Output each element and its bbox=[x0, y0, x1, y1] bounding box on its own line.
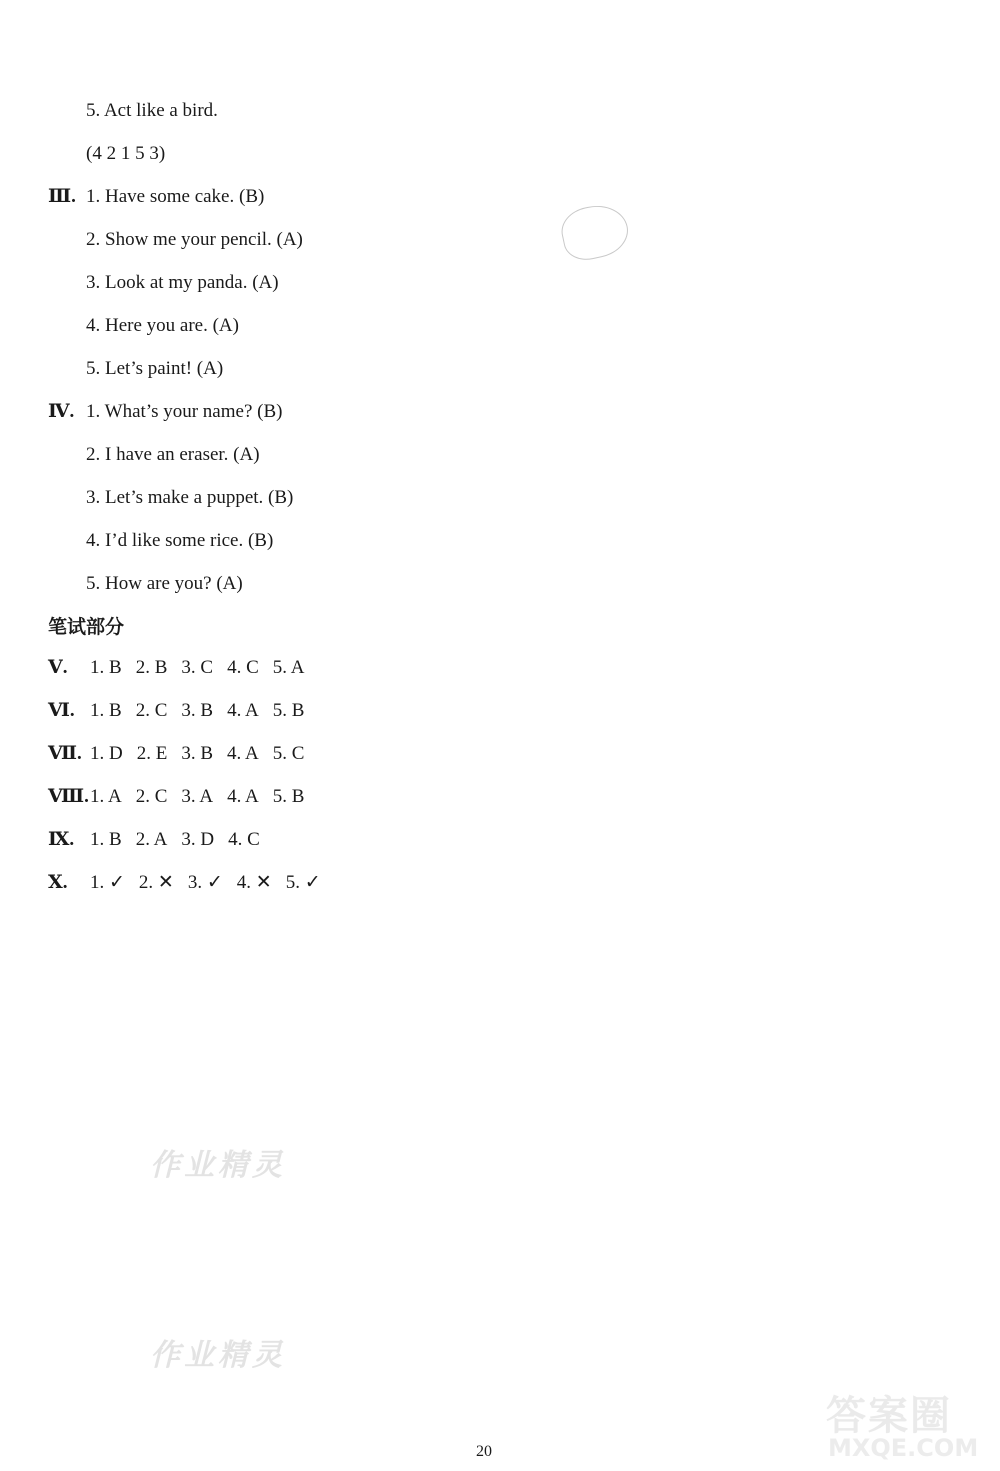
answer-items bbox=[90, 739, 318, 769]
answer-items bbox=[90, 653, 318, 683]
answer-text: 4. Here you are. (A) bbox=[86, 315, 239, 336]
answer-item: 5. C bbox=[272, 743, 305, 764]
answer-item: 1. A bbox=[90, 786, 122, 807]
answer-text: 5. How are you? (A) bbox=[86, 573, 243, 594]
site-logo-url: MXQE.COM bbox=[828, 1434, 979, 1462]
answer-item: 2. A bbox=[135, 829, 168, 850]
answer-items bbox=[90, 696, 318, 726]
answer-item: 3. C bbox=[181, 657, 214, 678]
site-logo-text: 答案圈 bbox=[826, 1393, 952, 1439]
section-numeral: Ⅴ. bbox=[48, 657, 68, 678]
answer-text: 3. Look at my panda. (A) bbox=[86, 272, 279, 293]
answer-item: 4. ✕ bbox=[236, 872, 272, 893]
answer-item: 2. ✕ bbox=[138, 872, 174, 893]
answer-item: 2. C bbox=[135, 700, 168, 721]
answer-text: (4 2 1 5 3) bbox=[86, 143, 166, 164]
section-numeral: Ⅹ. bbox=[48, 872, 68, 893]
answer-items bbox=[90, 782, 318, 812]
answer-item: 5. A bbox=[272, 657, 305, 678]
answer-text: 3. Let’s make a puppet. (B) bbox=[86, 487, 294, 508]
answer-item: 2. E bbox=[136, 743, 168, 764]
answer-item: 3. D bbox=[181, 829, 215, 850]
answer-items bbox=[90, 825, 274, 855]
answer-item: 2. B bbox=[135, 657, 168, 678]
answer-item: 3. ✓ bbox=[187, 872, 223, 893]
answer-text: 4. I’d like some rice. (B) bbox=[86, 530, 274, 551]
section-numeral: Ⅸ. bbox=[48, 829, 75, 850]
answer-text: 5. Let’s paint! (A) bbox=[86, 358, 224, 379]
section-numeral: Ⅲ. bbox=[48, 186, 76, 207]
answer-item: 4. A bbox=[227, 743, 259, 764]
answer-item: 1. D bbox=[90, 743, 123, 764]
answer-text: 2. I have an eraser. (A) bbox=[86, 444, 260, 465]
section-numeral: Ⅳ. bbox=[48, 401, 75, 422]
answer-item: 1. B bbox=[90, 829, 122, 850]
page-number: 20 bbox=[476, 1443, 492, 1460]
answer-text: 1. What’s your name? (B) bbox=[86, 401, 283, 422]
answer-item: 4. A bbox=[227, 700, 259, 721]
site-logo bbox=[826, 1384, 996, 1468]
answer-items bbox=[90, 868, 335, 898]
answer-item: 2. C bbox=[135, 786, 168, 807]
answer-text: 1. Have some cake. (B) bbox=[86, 186, 265, 207]
section-numeral: Ⅶ. bbox=[48, 743, 82, 764]
stamp-mark bbox=[557, 200, 632, 265]
answer-item: 4. A bbox=[227, 786, 259, 807]
answer-item: 4. C bbox=[227, 657, 259, 678]
watermark-lower: 作业精灵 bbox=[150, 1338, 286, 1373]
answer-item: 3. B bbox=[181, 743, 214, 764]
watermark-upper: 作业精灵 bbox=[150, 1148, 286, 1183]
answer-item: 5. B bbox=[272, 786, 305, 807]
answer-item: 3. B bbox=[181, 700, 214, 721]
section-numeral: Ⅵ. bbox=[48, 700, 75, 721]
answer-item: 1. B bbox=[90, 657, 122, 678]
answer-item: 4. C bbox=[228, 829, 260, 850]
answer-text: 2. Show me your pencil. (A) bbox=[86, 229, 303, 250]
answer-item: 5. B bbox=[272, 700, 305, 721]
answer-item: 3. A bbox=[181, 786, 214, 807]
section-numeral: Ⅷ. bbox=[48, 786, 89, 807]
written-section-heading: 笔试部分 bbox=[48, 616, 125, 638]
answer-item: 1. ✓ bbox=[90, 872, 125, 893]
answer-item: 5. ✓ bbox=[285, 872, 321, 893]
answer-item: 1. B bbox=[90, 700, 122, 721]
answer-text: 5. Act like a bird. bbox=[86, 100, 218, 121]
